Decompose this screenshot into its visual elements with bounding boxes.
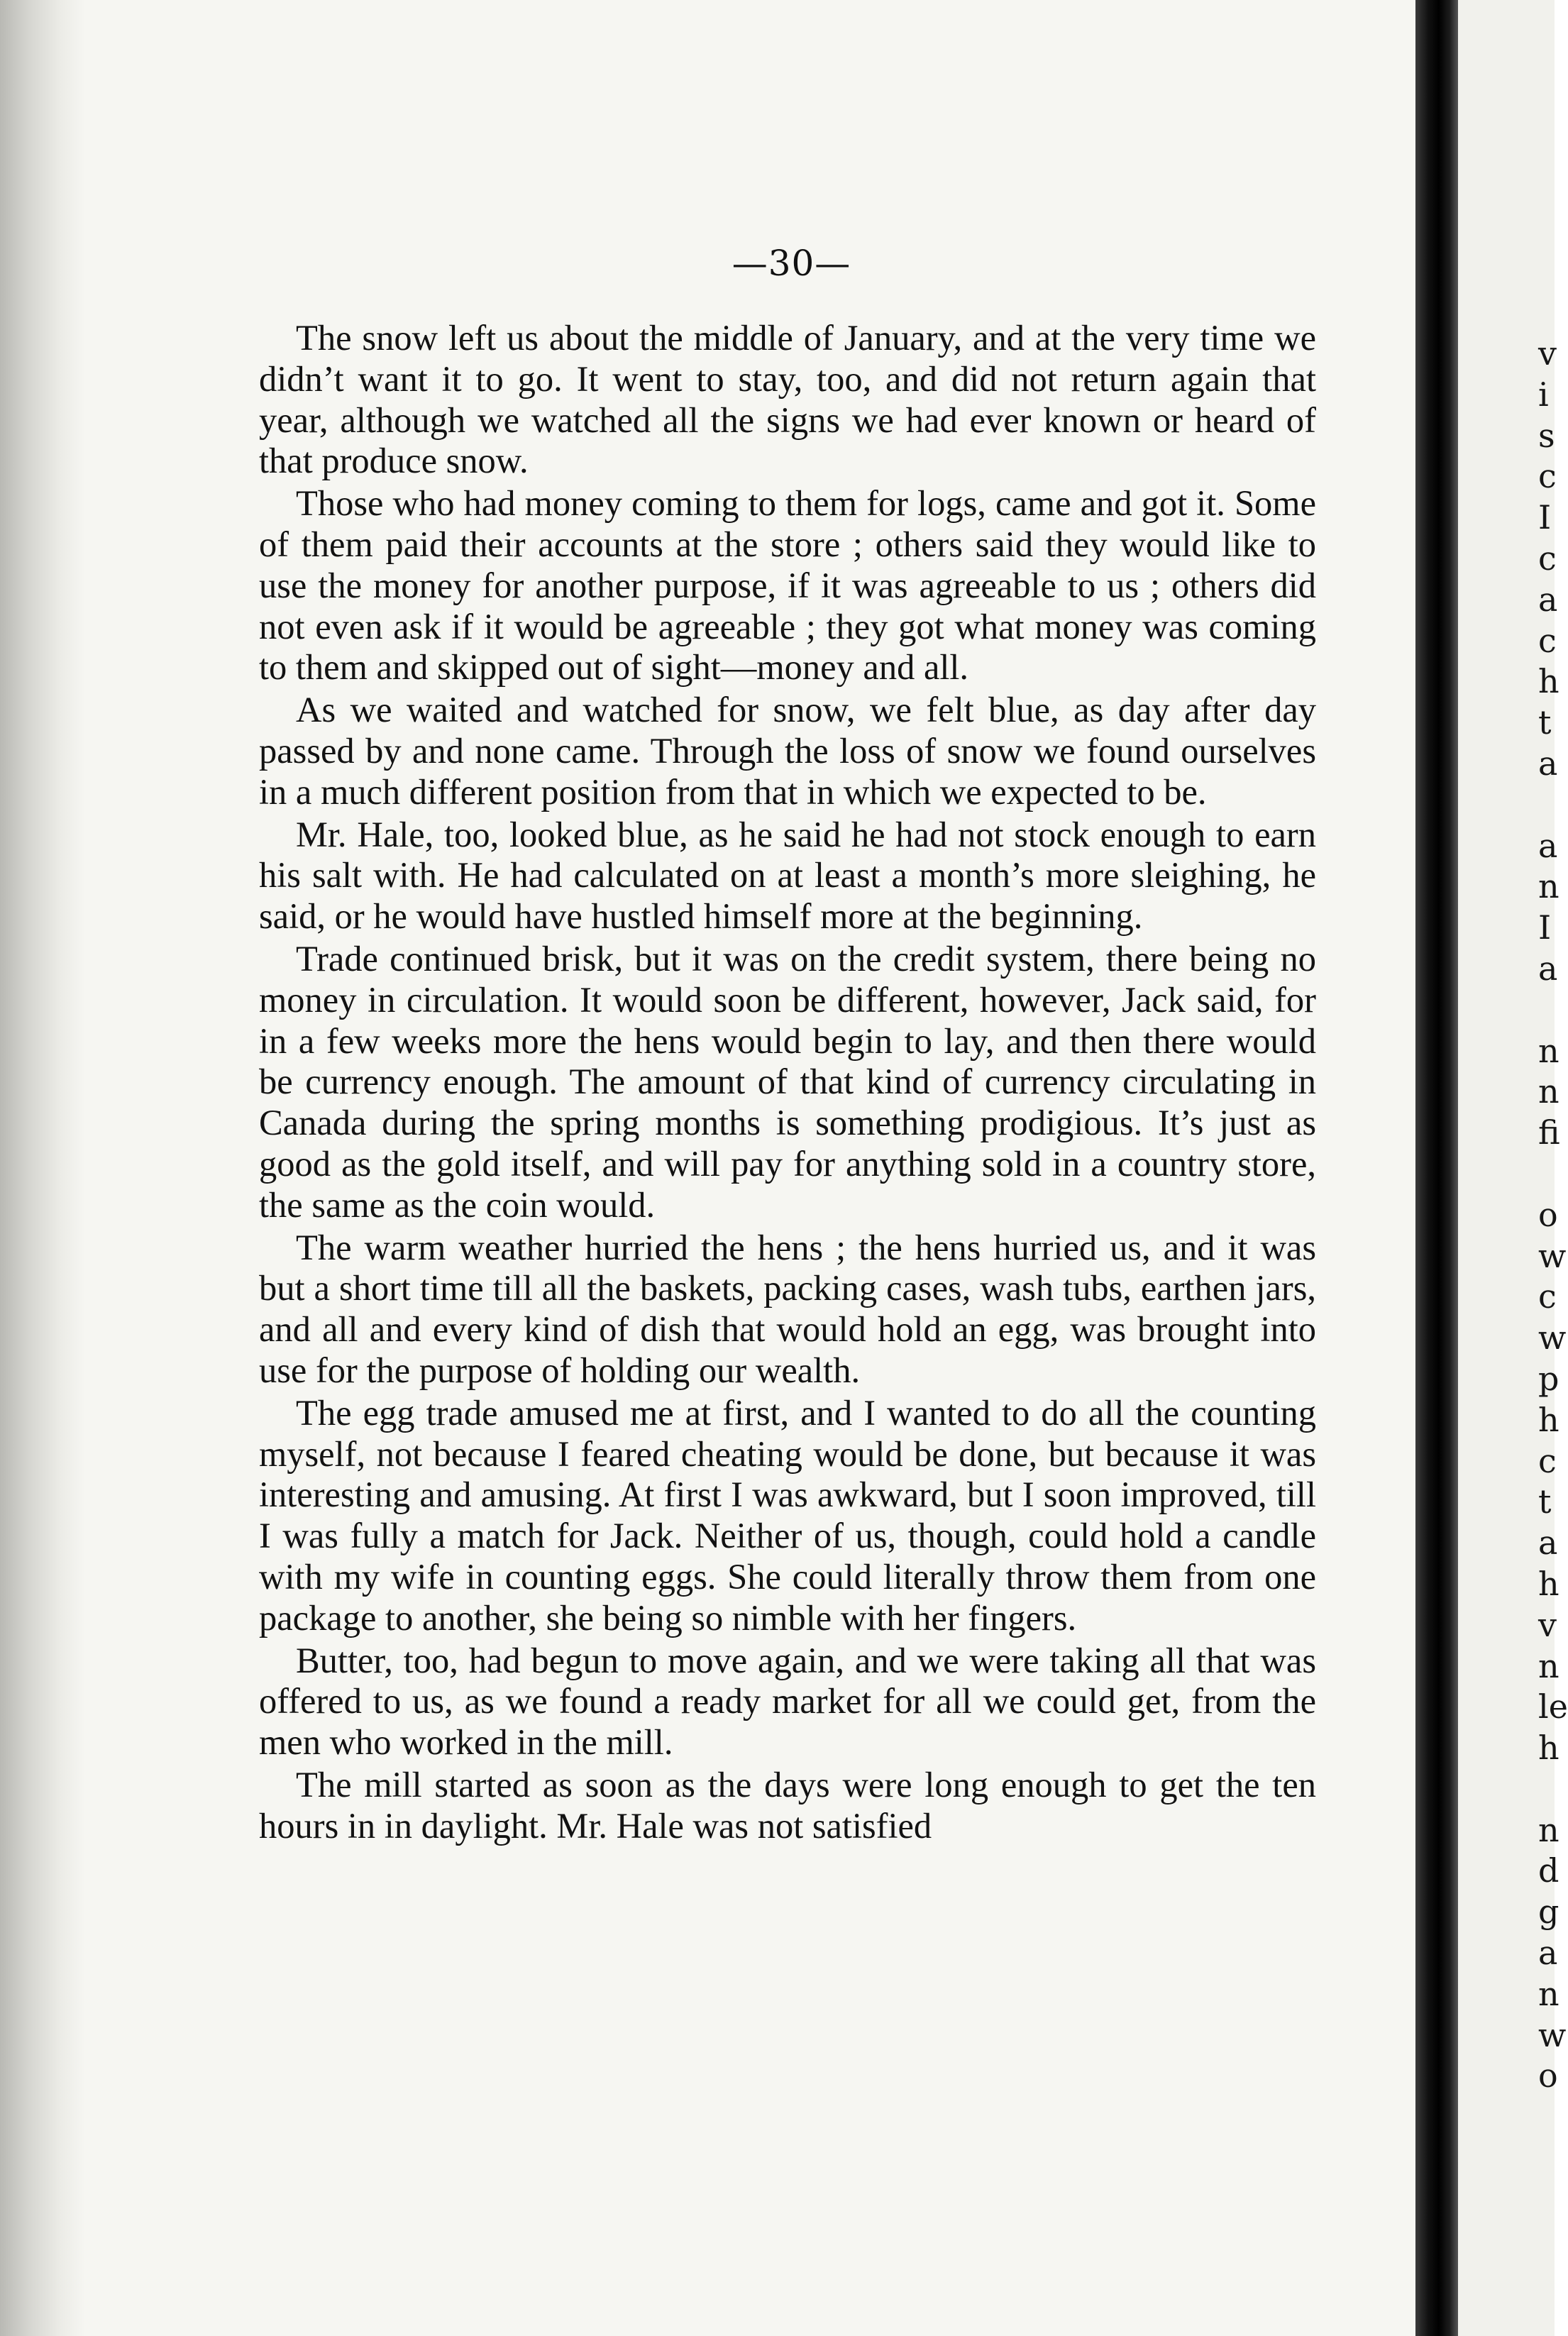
page-number: —30— [731, 243, 851, 284]
facing-line-fragment: s [1538, 416, 1555, 455]
facing-line-fragment: c [1538, 1441, 1557, 1480]
facing-line-fragment: le [1538, 1687, 1568, 1726]
facing-line-fragment: g [1538, 1893, 1559, 1932]
facing-line-fragment: a [1538, 1934, 1558, 1973]
body-text [259, 318, 1316, 1848]
facing-page-line-starts [1538, 334, 1568, 2097]
facing-line-fragment: t [1538, 1482, 1552, 1521]
facing-line-fragment: n [1538, 1031, 1559, 1070]
facing-line-fragment: a [1538, 1524, 1558, 1563]
facing-line-fragment: w [1538, 1236, 1567, 1275]
paragraph: Those who had money coming to them for logs, came and got it. Some of them paid their accounts at the store ; others said they would like to use the money for another purpose, if it was agreeable to us ; others did not even ask if it would be agreeable ; they got what money was coming to them and skipped out of sight—money and all. [259, 483, 1316, 688]
facing-line-fragment: n [1538, 1072, 1559, 1111]
facing-line-fragment: a [1538, 949, 1558, 988]
paragraph: The warm weather hurried the hens ; the hens hurried us, and it was but a short time till all the baskets, packing cases, wash tubs, earthen jars, and all and every kind of dish that would hold an egg, was brought into use for the purpose of holding our wealth. [259, 1227, 1316, 1390]
facing-line-fragment: d [1538, 1851, 1559, 1890]
facing-line-fragment: t [1538, 703, 1552, 742]
facing-line-fragment: c [1538, 621, 1557, 660]
facing-line-fragment: I [1538, 498, 1552, 537]
facing-line-fragment: p [1538, 1359, 1559, 1398]
facing-line-fragment: o [1538, 2056, 1558, 2095]
facing-line-fragment: o [1538, 1195, 1558, 1234]
paragraph: The snow left us about the middle of January, and at the very time we didn’t want it to go. It went to stay, too, and did not return again that year, although we watched all the signs we had ever known or heard of that produce snow. [259, 318, 1316, 481]
facing-line-fragment: w [1538, 1318, 1567, 1357]
facing-line-fragment: n [1538, 1974, 1559, 2013]
facing-line-fragment [1538, 990, 1568, 1031]
page-edge-shadow [0, 0, 85, 2336]
paragraph: As we waited and watched for snow, we felt blue, as day after day passed by and none came. Through the loss of snow we found ourselves in a much different position from that in which we expected to be. [259, 690, 1316, 812]
facing-line-fragment: h [1538, 1564, 1559, 1603]
paragraph: The mill started as soon as the days were long enough to get the ten hours in in daylight. Mr. Hale was not satisfied [259, 1764, 1316, 1846]
facing-line-fragment: n [1538, 867, 1559, 906]
facing-line-fragment: c [1538, 1277, 1557, 1316]
facing-line-fragment: h [1538, 1400, 1559, 1439]
paragraph: The egg trade amused me at first, and I wanted to do all the counting myself, not because I feared cheating would be done, but because it was interesting and amusing. At first I was awkward, but I soon improved, till I was fully a match for Jack. Neither of us, though, could hold a candle with my wife in counting eggs. She could literally throw them from one package to another, she being so nimble with her fingers. [259, 1392, 1316, 1638]
paragraph: Mr. Hale, too, looked blue, as he said he had not stock enough to earn his salt with. He had calculated on at least a month’s more sleighing, he said, or he would have hustled himself more at the beginning. [259, 814, 1316, 937]
facing-line-fragment: h [1538, 1729, 1559, 1768]
paragraph: Trade continued brisk, but it was on the credit system, there being no money in circulation. It would soon be different, however, Jack said, for in a few weeks more the hens would begin to lay, and then there would be currency enough. The amount of that kind of currency circulating in Canada during the spring months is something prodigious. It’s just as good as the gold itself, and will pay for anything sold in a country store, the same as the coin would. [259, 938, 1316, 1225]
facing-line-fragment: c [1538, 457, 1557, 496]
facing-line-fragment [1538, 785, 1568, 826]
book-gutter [1415, 0, 1458, 2336]
facing-line-fragment: I [1538, 908, 1552, 947]
paragraph: Butter, too, had begun to move again, and we were taking all that was offered to us, as we found a ready market for all we could get, from the men who worked in the mill. [259, 1640, 1316, 1763]
facing-line-fragment: w [1538, 2015, 1567, 2054]
facing-line-fragment: c [1538, 539, 1557, 578]
facing-line-fragment: a [1538, 826, 1558, 865]
facing-line-fragment: v [1538, 1605, 1557, 1644]
facing-line-fragment: v [1538, 334, 1557, 373]
facing-line-fragment: n [1538, 1646, 1559, 1685]
facing-line-fragment: a [1538, 744, 1558, 783]
facing-line-fragment [1538, 1769, 1568, 1810]
facing-line-fragment [1538, 1154, 1568, 1195]
facing-line-fragment: h [1538, 662, 1559, 701]
facing-line-fragment: fi [1538, 1113, 1560, 1152]
facing-line-fragment: a [1538, 580, 1558, 619]
facing-line-fragment: i [1538, 375, 1549, 414]
facing-line-fragment: n [1538, 1810, 1559, 1849]
